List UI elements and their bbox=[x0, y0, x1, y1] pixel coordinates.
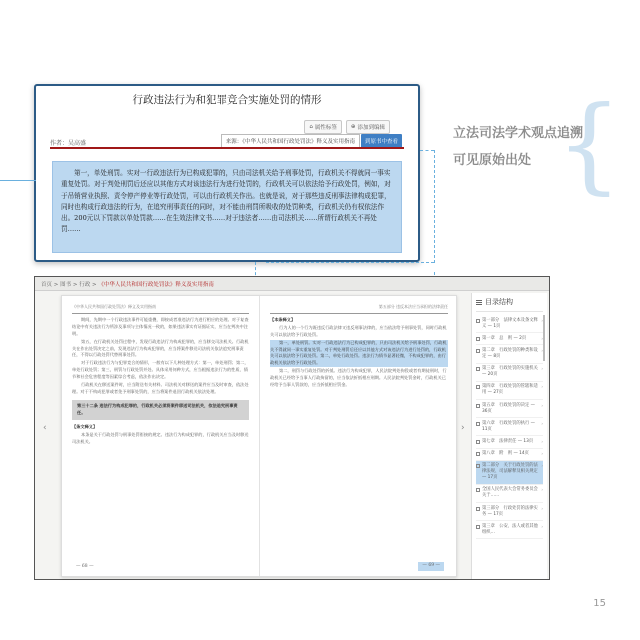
reader-breadcrumb bbox=[35, 277, 549, 291]
toc-list bbox=[476, 315, 543, 539]
toc-item-label: 第三章 行政处罚的实施机关 — 20页 bbox=[482, 366, 538, 378]
right-paragraph-1: 行为人的一个行为既违反行政法律又违反刑事法律的，应当依法给予刑事处罚，同时行政机关可以依法给予行政处罚。 bbox=[270, 324, 447, 337]
left-section-title: 【条文释义】 bbox=[72, 423, 98, 429]
toc-item-label: 第一部分 法律文本及条文释义 — 1页 bbox=[482, 317, 538, 329]
prev-page-arrow-icon[interactable]: ‹ bbox=[43, 423, 47, 433]
right-page bbox=[260, 296, 458, 576]
toc-panel bbox=[471, 293, 547, 579]
chevron-right-icon: › bbox=[541, 366, 543, 372]
left-paragraph-3: 对于行政违法行为与犯罪竞合的情形，一般有以下几种处理方式：第一，单处刑罚；第二，单处行政处罚；第三，刑罚与行政处罚并处。具体采用何种方式，应当根据违法行为的性质、情节和社会危害程度等因素综合考虑，依法作出决定。 bbox=[72, 360, 249, 380]
right-page-header: 第五部分 违反本法应当承担的法律责任 bbox=[270, 304, 448, 314]
chevron-right-icon: › bbox=[541, 420, 543, 426]
checkbox-icon[interactable] bbox=[476, 464, 480, 468]
connector-right-top bbox=[266, 262, 434, 263]
toc-item[interactable] bbox=[476, 521, 543, 539]
highlighted-excerpt: 第一，单处刑罚。实对一行政违法行为已构成犯罪的，只由司法机关给予刑事处罚，行政机关不得就同一事实重复处罚。对于判处刑罚后还应以其他方式对该违法行为进行处罚的，行政机关可以依法给予行政处罚，例如，对于吊销营业执照、责令停产停业等行政处罚，可以由行政机关作出。也就是说，对于那些违反刑事法律构成犯罪，同时也构成行政违法的行为，在追究刑事责任的同时，对不能由刑罚所吸收的处罚种类，行政机关仍有权依法作出。200元以下罚款以单处罚款……在生效法律文书……对于违法者……由司法机关……所谓行政机关不再处罚…… bbox=[52, 161, 402, 253]
chevron-right-icon: › bbox=[541, 463, 543, 469]
toc-item[interactable] bbox=[476, 418, 543, 436]
checkbox-icon[interactable] bbox=[476, 440, 480, 444]
toc-item-label: 第二部分 关于行政处罚的法律法规、司法解释及相关规定 — 17页 bbox=[482, 463, 538, 481]
connector-right-vertical bbox=[434, 150, 435, 263]
toc-item[interactable] bbox=[476, 382, 543, 400]
add-to-edit-label: 添加到编辑 bbox=[357, 125, 385, 131]
chevron-right-icon: › bbox=[541, 523, 543, 529]
chevron-right-icon: › bbox=[541, 487, 543, 493]
checkbox-icon[interactable] bbox=[476, 349, 480, 353]
menu-icon bbox=[476, 300, 482, 305]
toc-item[interactable] bbox=[476, 333, 543, 345]
article-zoom-card bbox=[34, 84, 420, 262]
article-32-box: 第三十二条 违法行为构成犯罪的，行政机关必须将案件移送司法机关，依法追究刑事责任。 bbox=[72, 400, 249, 420]
connector-left bbox=[0, 180, 36, 181]
checkbox-icon[interactable] bbox=[476, 404, 480, 408]
tag-button-label: 属性标签 bbox=[314, 125, 337, 131]
toc-item[interactable] bbox=[476, 315, 543, 333]
toc-item-label: 第一章 总 则 — 2页 bbox=[482, 335, 527, 341]
toc-item[interactable] bbox=[476, 400, 543, 418]
chevron-right-icon: › bbox=[541, 438, 543, 444]
view-in-book-button[interactable]: 到原书中查看 bbox=[361, 134, 402, 148]
brace-decoration: { bbox=[556, 83, 623, 205]
checkbox-icon[interactable] bbox=[476, 337, 480, 341]
checkbox-icon[interactable] bbox=[476, 367, 480, 371]
callout-line-1: 立法司法学术观点追溯 bbox=[453, 126, 584, 141]
checkbox-icon[interactable] bbox=[476, 507, 480, 511]
left-paragraph-1: 期间，先期中一个行政违法事件可能重叠，即按成者准违法行为进行相应的处理。对于复查结论中有关违法行为所涉及事项与主体情况一致的，如果违法事实有证据证实，应当在判决中注明。 bbox=[72, 316, 249, 336]
toc-item[interactable] bbox=[476, 461, 543, 485]
toc-item-label: 第八章 附 则 — 14页 bbox=[482, 451, 529, 457]
toc-item[interactable] bbox=[476, 485, 543, 503]
article-source: 来源：《中华人民共和国行政处罚法》释义及实用指南 bbox=[221, 134, 360, 148]
chevron-right-icon: › bbox=[541, 505, 543, 511]
toc-item[interactable] bbox=[476, 449, 543, 461]
left-paragraph-2: 第五，在行政机关处罚过程中，发现行政违法行为构成犯罪的，应当移交司法机关。行政机关在作出处罚决定之前，发现违法行为构成犯罪的，应当将案件移送司法机关依法追究刑事责任，不得以行政处罚代替刑事处罚。 bbox=[72, 338, 249, 358]
toc-title: 目录结构 bbox=[485, 298, 513, 306]
breadcrumb-book-title[interactable]: 《中华人民共和国行政处罚法》释义及实用指南 bbox=[98, 282, 214, 288]
checkbox-icon[interactable] bbox=[476, 422, 480, 426]
toc-item[interactable] bbox=[476, 345, 543, 363]
connector-callout bbox=[420, 150, 434, 151]
left-page bbox=[62, 296, 260, 576]
chevron-right-icon: › bbox=[541, 384, 543, 390]
article-title: 行政违法行为和犯罪竞合实施处罚的情形 bbox=[132, 94, 322, 106]
left-paragraph-5: 本条是关于行政处罚与刑事处罚衔接的规定。违法行为构成犯罪的，行政机关应当及时移送司法机关。 bbox=[72, 431, 249, 444]
article-actions bbox=[304, 120, 390, 134]
toc-item-label: 第六章 行政处罚的执行 — 11页 bbox=[482, 420, 535, 432]
next-page-arrow-icon[interactable]: › bbox=[461, 423, 465, 433]
tag-icon: ⌂ bbox=[309, 124, 313, 130]
checkbox-icon[interactable] bbox=[476, 525, 480, 529]
callout-line-2: 可见原始出处 bbox=[453, 153, 532, 168]
toc-item-label: 第四章 行政处罚的管辖和适用 — 27页 bbox=[482, 384, 538, 396]
toc-item[interactable] bbox=[476, 364, 543, 382]
toc-item-label: 第三章 公安、法人或者其他组织… bbox=[482, 523, 538, 535]
toc-item-label: 第三部分 行政处罚的法律实务 — 17页 bbox=[482, 505, 538, 517]
checkbox-icon[interactable] bbox=[476, 488, 480, 492]
book-reader-window bbox=[34, 276, 550, 580]
tag-button[interactable] bbox=[304, 120, 342, 134]
toc-item[interactable] bbox=[476, 503, 543, 521]
breadcrumb-path[interactable]: 首页 > 图书 > 行政 > bbox=[41, 282, 97, 288]
page-footer-number: 15 bbox=[593, 598, 606, 609]
toc-scrollbar[interactable] bbox=[543, 315, 545, 361]
chevron-right-icon: › bbox=[541, 402, 543, 408]
right-section-title: 【本条释义】 bbox=[270, 316, 296, 322]
toc-item-label: 全国人民代表大会常务委员会关于…… bbox=[482, 487, 538, 499]
left-page-header: 《中华人民共和国行政处罚法》释义及实用指南 bbox=[72, 304, 249, 314]
left-page-number: — 68 — bbox=[76, 564, 94, 570]
article-author: 作者：吴高盛 bbox=[50, 140, 87, 147]
toc-header bbox=[476, 297, 543, 312]
right-highlighted-passage[interactable]: 第一，单处刑罚。实对一行政违法行为已构成犯罪的，只由司法机关给予刑事处罚，行政机关不得就同一事实重复处罚。对于判处刑罚后还应以其他方式对该违法行为进行处罚的，行政机关可以依法给予行政处罚。第二，单处行政处罚。违法行为情节显著轻微，不构成犯罪的，由行政机关依法给予行政处罚。 bbox=[270, 339, 447, 366]
toc-item-label: 第二章 行政处罚的种类和设定 — 8页 bbox=[482, 347, 538, 359]
toc-item[interactable] bbox=[476, 436, 543, 448]
book-spread bbox=[61, 295, 457, 577]
checkbox-icon[interactable] bbox=[476, 452, 480, 456]
right-page-number: — 69 — bbox=[418, 562, 444, 571]
toc-item-label: 第五章 行政处罚的决定 — 36页 bbox=[482, 402, 535, 414]
checkbox-icon[interactable] bbox=[476, 319, 480, 323]
right-paragraph-2: 第二，刑罚与行政处罚的折抵。违法行为构成犯罪，人民法院判处拘役或者有期徒刑时，行政机关已经给予当事人行政拘留的，应当依法折抵相应刑期。人民法院判处罚金时，行政机关已经给予当事人罚款的，应当折抵相应罚金。 bbox=[270, 368, 447, 388]
checkbox-icon[interactable] bbox=[476, 385, 480, 389]
title-divider bbox=[50, 147, 404, 149]
plus-icon: ⊕ bbox=[350, 124, 356, 130]
left-paragraph-4: 行政机关在移送案件时，应当附送有关材料。司法机关对移送的案件应当及时审查，依法处理。对于不构成犯罪或者免予刑事处罚的，应当将案件退回行政机关依法处理。 bbox=[72, 382, 249, 394]
toc-item-label: 第七章 法律责任 — 13页 bbox=[482, 438, 534, 444]
add-to-edit-button[interactable] bbox=[346, 120, 390, 134]
chevron-right-icon: › bbox=[541, 451, 543, 457]
